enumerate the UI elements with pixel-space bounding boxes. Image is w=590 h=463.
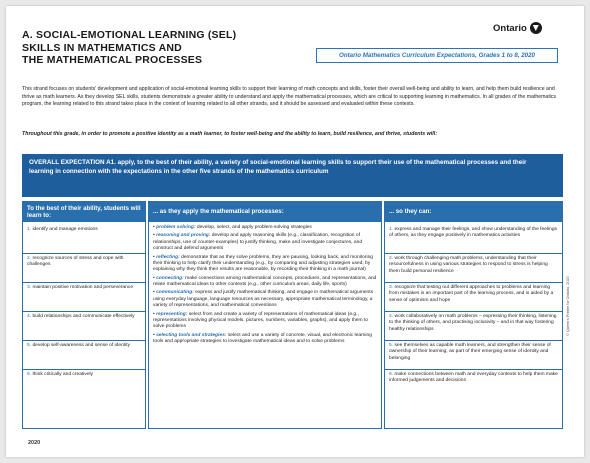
expectations-table <box>22 201 563 429</box>
outcome-number: 5. <box>389 343 394 348</box>
title-line-2: SKILLS IN MATHEMATICS AND <box>22 41 182 54</box>
skill-number: 4. <box>27 314 32 319</box>
process-name: connecting: <box>156 275 184 281</box>
outcomes-column <box>384 201 563 429</box>
overall-expectation-label: OVERALL EXPECTATION A1. <box>29 159 116 166</box>
outcomes-list <box>385 222 562 402</box>
skill-item <box>23 312 145 341</box>
outcome-number: 6. <box>389 372 394 377</box>
skill-item <box>23 283 145 312</box>
skill-text: recognize sources of stress and cope with challenges <box>27 256 124 268</box>
process-name: representing: <box>156 311 188 317</box>
process-name: problem solving: <box>156 225 196 230</box>
outcome-item <box>385 370 562 399</box>
skill-text: develop self-awareness and sense of identity <box>32 343 131 348</box>
outcome-number: 3. <box>389 285 394 290</box>
curriculum-page <box>6 6 584 457</box>
outcome-text: work collaboratively on math problems – expressing their thinking, listening to the thinking of others, and practising inclusivity – and in that way fostering healthy relationships <box>389 314 557 332</box>
skills-column-heading: To the best of their ability, students will learn to: <box>23 202 145 222</box>
intro-paragraph: This strand focuses on students' development and application of social-emotional learning skills to support their learning of math concepts and skills, foster their overall well-being and ability to learn, and help them build resilience and thrive as math learners. As they develop SEL skills, students demonstrate a greater ability to understand and apply the mathematical processes, which are critical to supporting learning in mathematics. In all grades of the mathematics program, the learning related to this strand takes place in the context of learning related to all other strands, and it should be assessed and evaluated within these contexts. <box>22 86 557 108</box>
process-text: develop, select, and apply problem-solving strategies <box>196 225 312 230</box>
process-name: reflecting: <box>156 254 180 260</box>
processes-list <box>149 222 381 350</box>
process-item: • selecting tools and strategies: select and use a variety of concrete, visual, and electronic learning tools and appropriate strategies to investigate mathematical ideas and to solve problems <box>153 332 372 344</box>
overall-expectation-banner <box>22 154 563 197</box>
skills-list <box>23 222 145 402</box>
skill-item <box>23 225 145 254</box>
skill-number: 2. <box>27 256 32 261</box>
outcome-number: 4. <box>389 314 394 319</box>
overall-expectation-text <box>29 159 549 176</box>
process-text: make connections among mathematical concepts, procedures, and representations, and relate mathematical ideas to other contexts (e.g., other curriculum areas, daily life, sports) <box>153 275 377 287</box>
title-line-3: THE MATHEMATICAL PROCESSES <box>22 54 203 66</box>
footer-year: 2020 <box>28 440 41 446</box>
skill-text: maintain positive motivation and perseverance <box>32 285 134 290</box>
skill-number: 6. <box>27 372 32 377</box>
skill-number: 3. <box>27 285 32 290</box>
outcome-item <box>385 341 562 370</box>
outcomes-column-heading: ... so they can: <box>385 202 562 222</box>
outcome-text: recognize that testing out different approaches to problems and learning from mistakes is an important part of the learning process, and is aided by a sense of optimism and hope <box>389 285 554 303</box>
copyright-notice: © Queen's Printer for Ontario, 2020 <box>566 276 570 336</box>
process-item: • problem solving: develop, select, and apply problem-solving strategies <box>153 225 312 230</box>
skills-column <box>22 201 146 429</box>
process-name: reasoning and proving: <box>156 233 211 239</box>
overall-expectation-body: apply, to the best of their ability, a variety of social-emotional learning skills to support their use of the mathematical processes and their learning in connection with the expectations in the other five strands of the mathematics curriculum <box>29 159 527 175</box>
process-item: • reasoning and proving: develop and apply reasoning skills (e.g., classification, recognition of relationships, use of counter-examples) to justify thinking, make and investigate conjectures, and construct and defend arguments <box>153 233 363 252</box>
outcome-text: see themselves as capable math learners, and strengthen their sense of ownership of their learning, as part of their emerging sense of identity and belonging <box>389 343 551 361</box>
process-item: • communicating: express and justify mathematical thinking, and engage in mathematical arguments using everyday language, language resources as necessary, appropriate mathematical terminology, a variety of representations, and mathematical conventions <box>153 290 374 309</box>
process-item: • connecting: make connections among mathematical concepts, procedures, and representations, and relate mathematical ideas to other contexts (e.g., other curriculum areas, daily life, sports) <box>153 275 377 287</box>
outcome-item <box>385 254 562 283</box>
ontario-logo <box>493 22 542 34</box>
outcome-item <box>385 283 562 312</box>
grade-prompt: Throughout this grade, in order to promote a positive identity as a math learner, to foster well-being and the ability to learn, build resilience, and thrive, students will: <box>22 131 437 137</box>
outcome-text: work through challenging math problems, understanding that their resourcefulness in using various strategies to respond to stress is helping them build personal resilience <box>389 256 548 274</box>
process-text: select and use a variety of concrete, visual, and electronic learning tools and appropriate strategies to investigate mathematical ideas and to solve problems <box>153 332 372 344</box>
skill-text: build relationships and communicate effectively <box>32 314 135 319</box>
process-name: selecting tools and strategies: <box>156 332 227 338</box>
skill-number: 5. <box>27 343 32 348</box>
process-text: select from and create a variety of representations of mathematical ideas (e.g., representations involving physical models, pictures, numbers, variables, graphs), and apply them to solve problems <box>153 311 369 330</box>
process-item: • representing: select from and create a variety of representations of mathematical ideas (e.g., representations involving physical models, pictures, numbers, variables, graphs), and apply them to solve problems <box>153 311 369 330</box>
outcome-number: 2. <box>389 256 394 261</box>
logo-text: Ontario <box>493 22 527 34</box>
processes-column <box>148 201 382 429</box>
skill-item <box>23 341 145 370</box>
curriculum-subtitle: Ontario Mathematics Curriculum Expectations, Grades 1 to 8, 2020 <box>316 48 558 63</box>
outcome-text: express and manage their feelings, and show understanding of the feelings of others, as they engage positively in mathematics activities <box>389 227 558 239</box>
skill-number: 1. <box>27 227 32 232</box>
skill-text: think critically and creatively <box>32 372 94 377</box>
process-text: develop and apply reasoning skills (e.g., classification, recognition of relationships, use of counter-examples) to justify thinking, make and investigate conjectures, and construct and defend arguments <box>153 233 363 252</box>
page-title <box>22 29 302 67</box>
outcome-number: 1. <box>389 227 394 232</box>
outcome-item <box>385 225 562 254</box>
process-name: communicating: <box>156 290 194 296</box>
process-text: express and justify mathematical thinking, and engage in mathematical arguments using everyday language, language resources as necessary, appropriate mathematical terminology, a variety of representations, and mathematical conventions <box>153 290 374 309</box>
outcome-item <box>385 312 562 341</box>
processes-column-heading: ... as they apply the mathematical processes: <box>149 202 381 222</box>
skill-item <box>23 370 145 399</box>
title-line-1: A. SOCIAL-EMOTIONAL LEARNING (SEL) <box>22 29 237 41</box>
skill-text: identify and manage emotions <box>32 227 98 232</box>
process-item: • reflecting: demonstrate that as they solve problems, they are pausing, looking back, and monitoring their thinking to help clarify their understanding (e.g., by comparing and adjusting strategies used, by explaining why they think their results are reasonable, by recording their thinking in a math journal) <box>153 254 374 273</box>
process-text: demonstrate that as they solve problems, they are pausing, looking back, and monitoring their thinking to help clarify their understanding (e.g., by comparing and adjusting strategies used, by explaining why they think their results are reasonable, by recording their thinking in a math journal) <box>153 254 374 273</box>
trillium-icon <box>530 22 542 34</box>
skill-item <box>23 254 145 283</box>
outcome-text: make connections between math and everyday contexts to help them make informed judgements and decisions <box>389 372 558 384</box>
